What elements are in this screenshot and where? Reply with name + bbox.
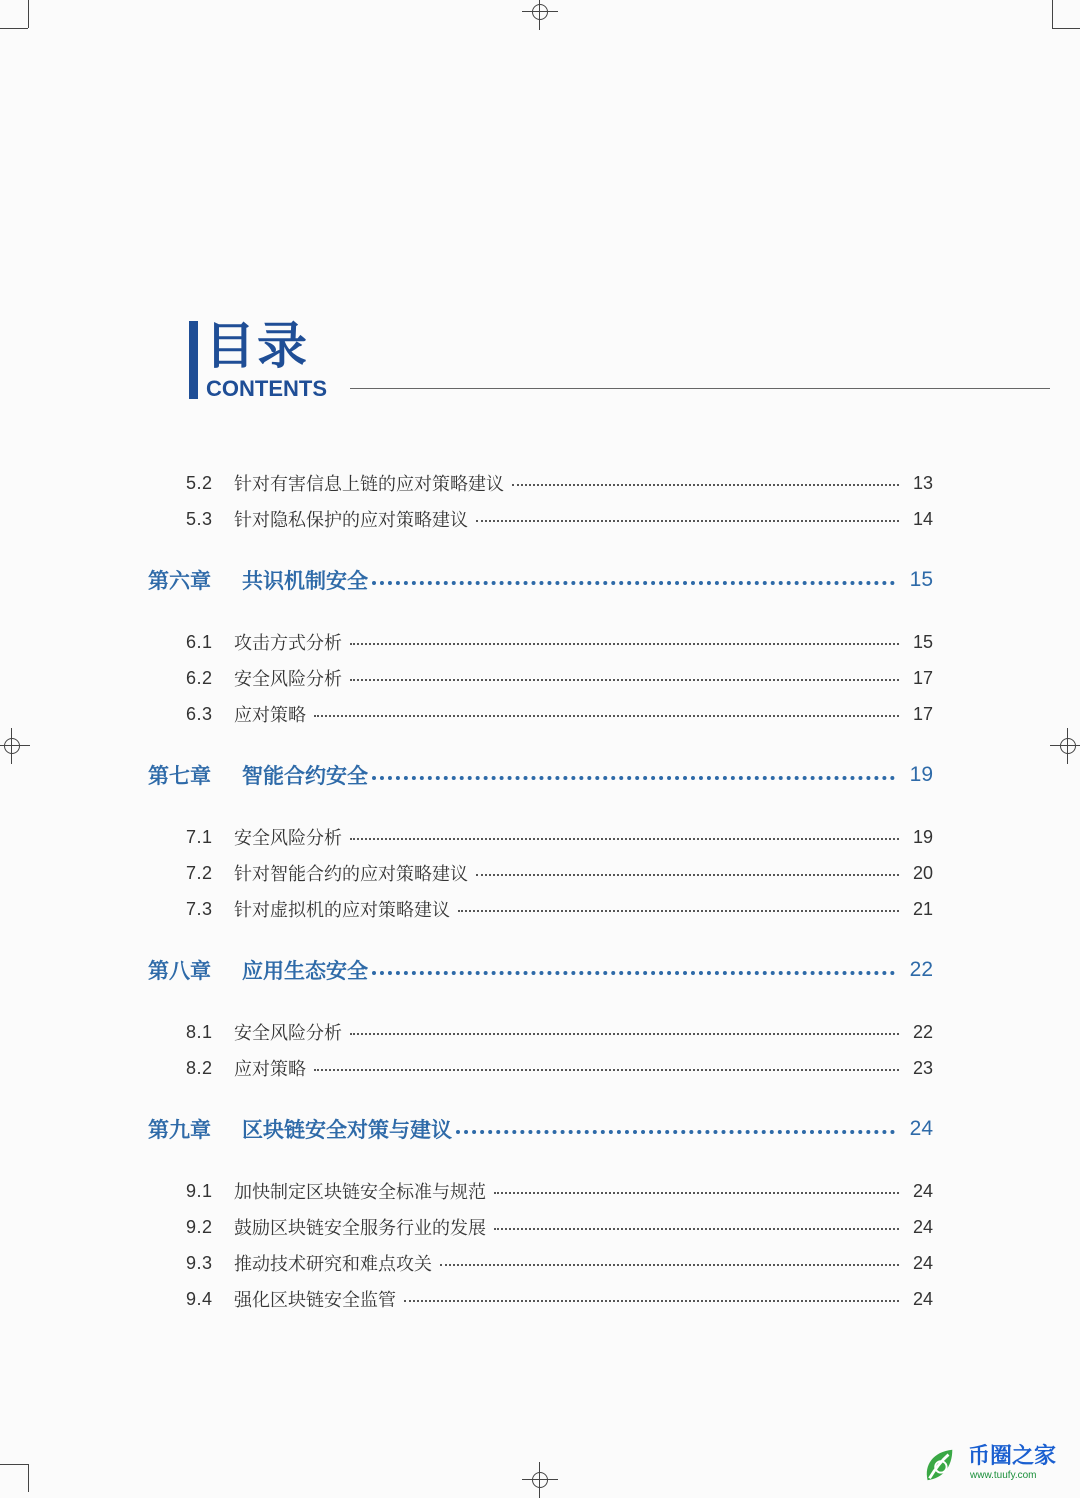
toc-item-title: 攻击方式分析 <box>234 633 342 654</box>
toc-chapter-7[interactable] <box>148 758 933 792</box>
toc-leader-dots <box>350 679 899 681</box>
toc-leader-dots <box>494 1192 899 1194</box>
toc-item-number: 9.1 <box>186 1180 213 1201</box>
toc-leader-dots <box>314 715 899 717</box>
toc-leader-dots <box>350 838 899 840</box>
toc-chapter-6[interactable] <box>148 563 933 597</box>
toc-item-9-4[interactable] <box>186 1284 933 1314</box>
toc-leader-dots <box>404 1300 899 1302</box>
page-title: 目录 <box>205 317 309 375</box>
toc-item-page: 23 <box>912 1057 933 1078</box>
toc-item-page: 17 <box>912 667 933 688</box>
toc-leader-dots <box>440 1264 899 1266</box>
watermark-brand: 币圈之家 <box>968 1444 1057 1469</box>
toc-item-page: 24 <box>912 1252 933 1273</box>
page-subtitle: CONTENTS <box>206 376 327 401</box>
toc-leader-dots <box>458 910 899 912</box>
toc-item-title: 安全风险分析 <box>234 1023 342 1044</box>
toc-chapter-number: 第九章 <box>148 1118 211 1142</box>
toc-leader-dots <box>476 520 899 522</box>
toc-item-title: 应对策略 <box>234 1059 306 1080</box>
toc-item-title: 应对策略 <box>234 705 306 726</box>
toc-item-5-2[interactable] <box>186 468 933 498</box>
toc-item-9-1[interactable] <box>186 1176 933 1206</box>
crop-mark-top-left-v <box>28 0 29 28</box>
watermark-logo <box>920 1442 1070 1486</box>
toc-chapter-page: 22 <box>909 958 933 981</box>
toc-chapter-title: 共识机制安全 <box>242 569 368 593</box>
toc-item-number: 6.1 <box>186 631 213 652</box>
toc-item-8-1[interactable] <box>186 1017 933 1047</box>
toc-item-title: 针对隐私保护的应对策略建议 <box>234 510 468 531</box>
watermark-url: www.tuufy.com <box>970 1470 1037 1481</box>
toc-item-5-3[interactable] <box>186 504 933 534</box>
toc-item-number: 9.4 <box>186 1288 213 1309</box>
toc-chapter-9[interactable] <box>148 1112 933 1146</box>
toc-item-8-2[interactable] <box>186 1053 933 1083</box>
toc-item-number: 8.2 <box>186 1057 213 1078</box>
toc-chapter-title: 智能合约安全 <box>242 764 368 788</box>
toc-item-6-1[interactable] <box>186 627 933 657</box>
toc-item-9-3[interactable] <box>186 1248 933 1278</box>
crop-mark-top-right-v <box>1052 0 1053 28</box>
toc-chapter-number: 第八章 <box>148 959 211 983</box>
toc-item-6-2[interactable] <box>186 663 933 693</box>
toc-item-6-3[interactable] <box>186 699 933 729</box>
toc-leader-dots <box>372 971 895 975</box>
toc-item-number: 7.2 <box>186 862 213 883</box>
toc-leader-dots <box>372 776 895 780</box>
crop-mark-bottom-left-h <box>0 1464 28 1465</box>
toc-item-number: 9.3 <box>186 1252 213 1273</box>
toc-item-number: 7.3 <box>186 898 213 919</box>
toc-item-page: 14 <box>912 508 933 529</box>
toc-item-title: 推动技术研究和难点攻关 <box>234 1254 432 1275</box>
toc-chapter-8[interactable] <box>148 953 933 987</box>
registration-mark-right <box>1056 734 1080 758</box>
toc-item-page: 22 <box>912 1021 933 1042</box>
toc-leader-dots <box>314 1069 899 1071</box>
toc-item-page: 24 <box>912 1180 933 1201</box>
toc-leader-dots <box>350 643 899 645</box>
toc-item-number: 8.1 <box>186 1021 213 1042</box>
toc-chapter-title: 区块链安全对策与建议 <box>242 1118 452 1142</box>
toc-leader-dots <box>512 484 899 486</box>
toc-item-page: 24 <box>912 1216 933 1237</box>
toc-item-number: 7.1 <box>186 826 213 847</box>
toc-item-7-3[interactable] <box>186 894 933 924</box>
toc-item-9-2[interactable] <box>186 1212 933 1242</box>
toc-item-page: 15 <box>912 631 933 652</box>
toc-leader-dots <box>494 1228 899 1230</box>
toc-item-number: 6.3 <box>186 703 213 724</box>
title-accent-bar <box>189 321 198 399</box>
toc-leader-dots <box>372 581 895 585</box>
title-divider <box>350 388 1050 389</box>
toc-item-7-2[interactable] <box>186 858 933 888</box>
toc-chapter-page: 19 <box>909 763 933 786</box>
toc-item-7-1[interactable] <box>186 822 933 852</box>
toc-item-page: 24 <box>912 1288 933 1309</box>
toc-chapter-number: 第六章 <box>148 569 211 593</box>
toc-item-number: 5.2 <box>186 472 213 493</box>
toc-item-number: 6.2 <box>186 667 213 688</box>
toc-item-page: 21 <box>912 898 933 919</box>
toc-item-page: 17 <box>912 703 933 724</box>
toc-leader-dots <box>350 1033 899 1035</box>
toc-item-title: 加快制定区块链安全标准与规范 <box>234 1182 486 1203</box>
toc-item-title: 针对有害信息上链的应对策略建议 <box>234 474 504 495</box>
crop-mark-bottom-left-v <box>28 1464 29 1492</box>
toc-item-title: 鼓励区块链安全服务行业的发展 <box>234 1218 486 1239</box>
registration-mark-bottom <box>528 1468 552 1492</box>
toc-item-title: 强化区块链安全监管 <box>234 1290 396 1311</box>
toc-item-page: 20 <box>912 862 933 883</box>
toc-item-number: 5.3 <box>186 508 213 529</box>
toc-item-title: 安全风险分析 <box>234 828 342 849</box>
toc-chapter-page: 15 <box>909 568 933 591</box>
crop-mark-top-right-h <box>1052 28 1080 29</box>
toc-item-title: 针对虚拟机的应对策略建议 <box>234 900 450 921</box>
toc-leader-dots <box>476 874 899 876</box>
registration-mark-top <box>528 0 552 24</box>
toc-chapter-title: 应用生态安全 <box>242 959 368 983</box>
crop-mark-top-left-h <box>0 28 28 29</box>
leaf-logo-icon <box>920 1446 958 1484</box>
toc-chapter-page: 24 <box>909 1117 933 1140</box>
toc-item-title: 针对智能合约的应对策略建议 <box>234 864 468 885</box>
registration-mark-left <box>0 734 24 758</box>
toc-item-page: 13 <box>912 472 933 493</box>
toc-item-title: 安全风险分析 <box>234 669 342 690</box>
toc-leader-dots <box>456 1130 895 1134</box>
toc-item-number: 9.2 <box>186 1216 213 1237</box>
toc-chapter-number: 第七章 <box>148 764 211 788</box>
toc-item-page: 19 <box>912 826 933 847</box>
